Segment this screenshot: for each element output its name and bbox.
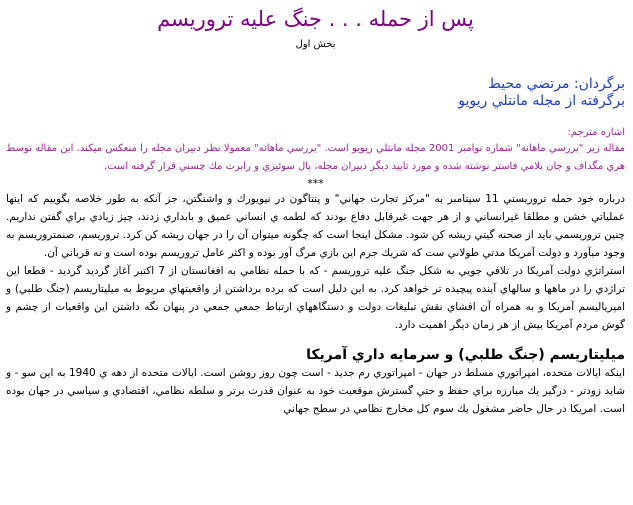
- translator-note-text: مقاله زير "بررسي ماهانه" شماره نوامبر 2001 مجله مانتلي ريويو است. "بررسي ماهانه" معمولا نظر دبيران مجله را منعكس ميكند. اين مقاله توسط هري مگداف و جان بلامي فاستر نوشته شده و مورد تاييد ديگر دبيران مجله، پال سوئيزي و رابرت مك چسني قرار گرفته است.: [6, 143, 625, 172]
- article-part-label: بخش اول: [295, 39, 336, 50]
- section-heading: ميليتاريسم (جنگ طلبي) و سرمايه داري آمريكا: [306, 347, 625, 363]
- translator-note-label: اشاره مترجم:: [567, 127, 625, 138]
- section-paragraph: اينكه ايالات متحده، امپراتوري مسلط در جهان - امپراتوري رم جديد - است چون روز روشن است. ايالات متحده از دهه ي 1940 به اين سو - و شايد زودتر - درگير يك مبارزه براي حفظ و حتي گسترش موقعيت خود به عنوان قدرت برتر و سلطه نظامي، اقتصادي و سياسي در جهان بوده است. امريكا در حال حاضر مشغول يك سوم كل مخارج نظامي در سطح جهاني: [6, 367, 625, 415]
- body-paragraph-2: استراتژي دولت آمريكا در تلافي جويي به شكل جنگ عليه تروريسم - كه با حمله نظامي به افغانستان از 7 اكتبر آغاز گرديد گرديد - قطعا اين تراژدي را در ماهها و سالهاي آينده پيچيده تر خواهد كرد. به اين دليل است كه برده برداشتن از واقعيتهاي مربوط به ميليتاريسم (جنگ طلبي) و امپرياليسم آمريكا و به همراه آن افشاي نقش تبليغات دولت و دستگاههاي ارتباط جمعي جمعي در پنهان نگه داشتن اين واقعيات از چشم و گوش مردم آمريكا بيش از هر زمان ديگر اهميت دارد.: [6, 265, 625, 331]
- translator-credit: برگردان: مرتضي محيط: [487, 76, 625, 92]
- section-separator: ***: [307, 177, 324, 190]
- article-title: پس از حمله . . . جنگ علیه تروریسم: [157, 7, 474, 31]
- body-paragraph-1: درباره خود حمله تروريستي 11 سپتامبر به "مركز تجارت جهاني" و پنتاگون در نيويورك و واشنگتن، جز آنكه به طور خلاصه بگوييم كه اينها عملياتي خشن و مطلقا غيرانساني و از هر جهت غيرقابل دفاع بودند كه لطمه ي انساني عميق و بابداري زدند، چيز زيادي براي گفتن نداريم. چنين تروريسمي بايد از صحنه گيتي ريشه كن شود. مشكل اينجا است كه چگونه ميتوان آن را در جهان ريشه كن كرد. تروريسم، صنمتروريسم به وجود ميآورد و دولت آمريكا مدتي طولاني ست كه شريك جرم اين بازي مرگ آور بوده و اكثر عامل تروريسم بوده است و نه قرباني آن.: [6, 193, 625, 259]
- source-credit: برگرفته از مجله مانتلي ريويو: [458, 93, 625, 109]
